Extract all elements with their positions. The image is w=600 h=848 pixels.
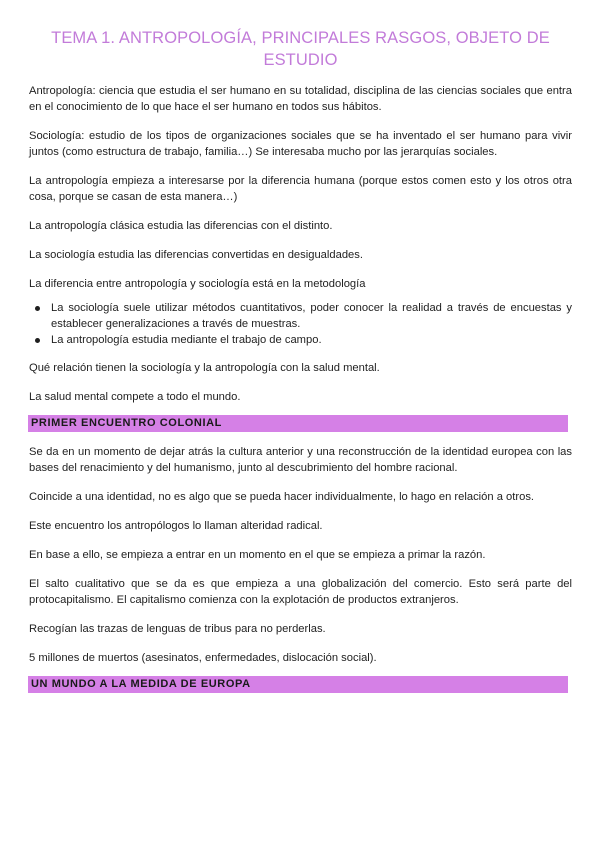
paragraph-antropologia: Antropología: ciencia que estudia el ser humano en su totalidad, disciplina de las ciencias sociales que entra en el conocimiento de lo que hace el ser humano en todos sus hábitos.: [29, 85, 572, 113]
paragraph-renacimiento: Se da en un momento de dejar atrás la cultura anterior y una reconstrucción de la identidad europea con las bases del renacimiento y del humanismo, junto al descubrimiento del hombre racional.: [29, 445, 572, 474]
section-heading-mundo-europa: UN MUNDO A LA MEDIDA DE EUROPA: [28, 676, 568, 693]
paragraph-metodologia: La diferencia entre antropología y sociología está en la metodología: [29, 278, 366, 290]
page-title: TEMA 1. ANTROPOLOGÍA, PRINCIPALES RASGOS, OBJETO DE ESTUDIO: [51, 29, 550, 69]
paragraph-desigualdades: La sociología estudia las diferencias convertidas en desigualdades.: [29, 249, 363, 261]
paragraph-muertos: 5 millones de muertos (asesinatos, enfermedades, dislocación social).: [29, 651, 377, 664]
paragraph-antropologia-clasica: La antropología clásica estudia las diferencias con el distinto.: [29, 220, 333, 232]
bullet-item: La sociología suele utilizar métodos cuantitativos, poder conocer la realidad a través de encuestas y establecer generalizaciones a través de muestras.: [51, 301, 572, 332]
paragraph-diferencia-humana: La antropología empieza a interesarse por la diferencia humana (porque estos comen esto y los otros otra cosa, porque se casan de esta manera…): [29, 175, 572, 203]
paragraph-salud-mental: La salud mental compete a todo el mundo.: [29, 390, 241, 403]
section-heading-primer-encuentro: PRIMER ENCUENTRO COLONIAL: [28, 415, 568, 432]
paragraph-razon: En base a ello, se empieza a entrar en un momento en el que se empieza a primar la razón.: [29, 548, 486, 561]
paragraph-lenguas: Recogían las trazas de lenguas de tribus para no perderlas.: [29, 622, 326, 635]
bullet-list: [29, 301, 572, 349]
paragraph-sociologia: Sociología: estudio de los tipos de organizaciones sociales que se ha inventado el ser humano para vivir juntos (como estructura de trabajo, familia…) Se interesaba mucho por las jerarquías sociales.: [29, 130, 572, 158]
paragraph-identidad: Coincide a una identidad, no es algo que se pueda hacer individualmente, lo hago en relación a otros.: [29, 490, 535, 503]
paragraph-relacion: Qué relación tienen la sociología y la antropología con la salud mental.: [29, 361, 380, 374]
bullet-item: La antropología estudia mediante el trabajo de campo.: [51, 333, 572, 349]
paragraph-globalizacion: El salto cualitativo que se da es que empieza a una globalización del comercio. Esto será parte del protocapitalismo. El capitalismo comienza con la explotación de productos extranjeros.: [29, 577, 572, 606]
paragraph-alteridad: Este encuentro los antropólogos lo llaman alteridad radical.: [29, 519, 323, 532]
